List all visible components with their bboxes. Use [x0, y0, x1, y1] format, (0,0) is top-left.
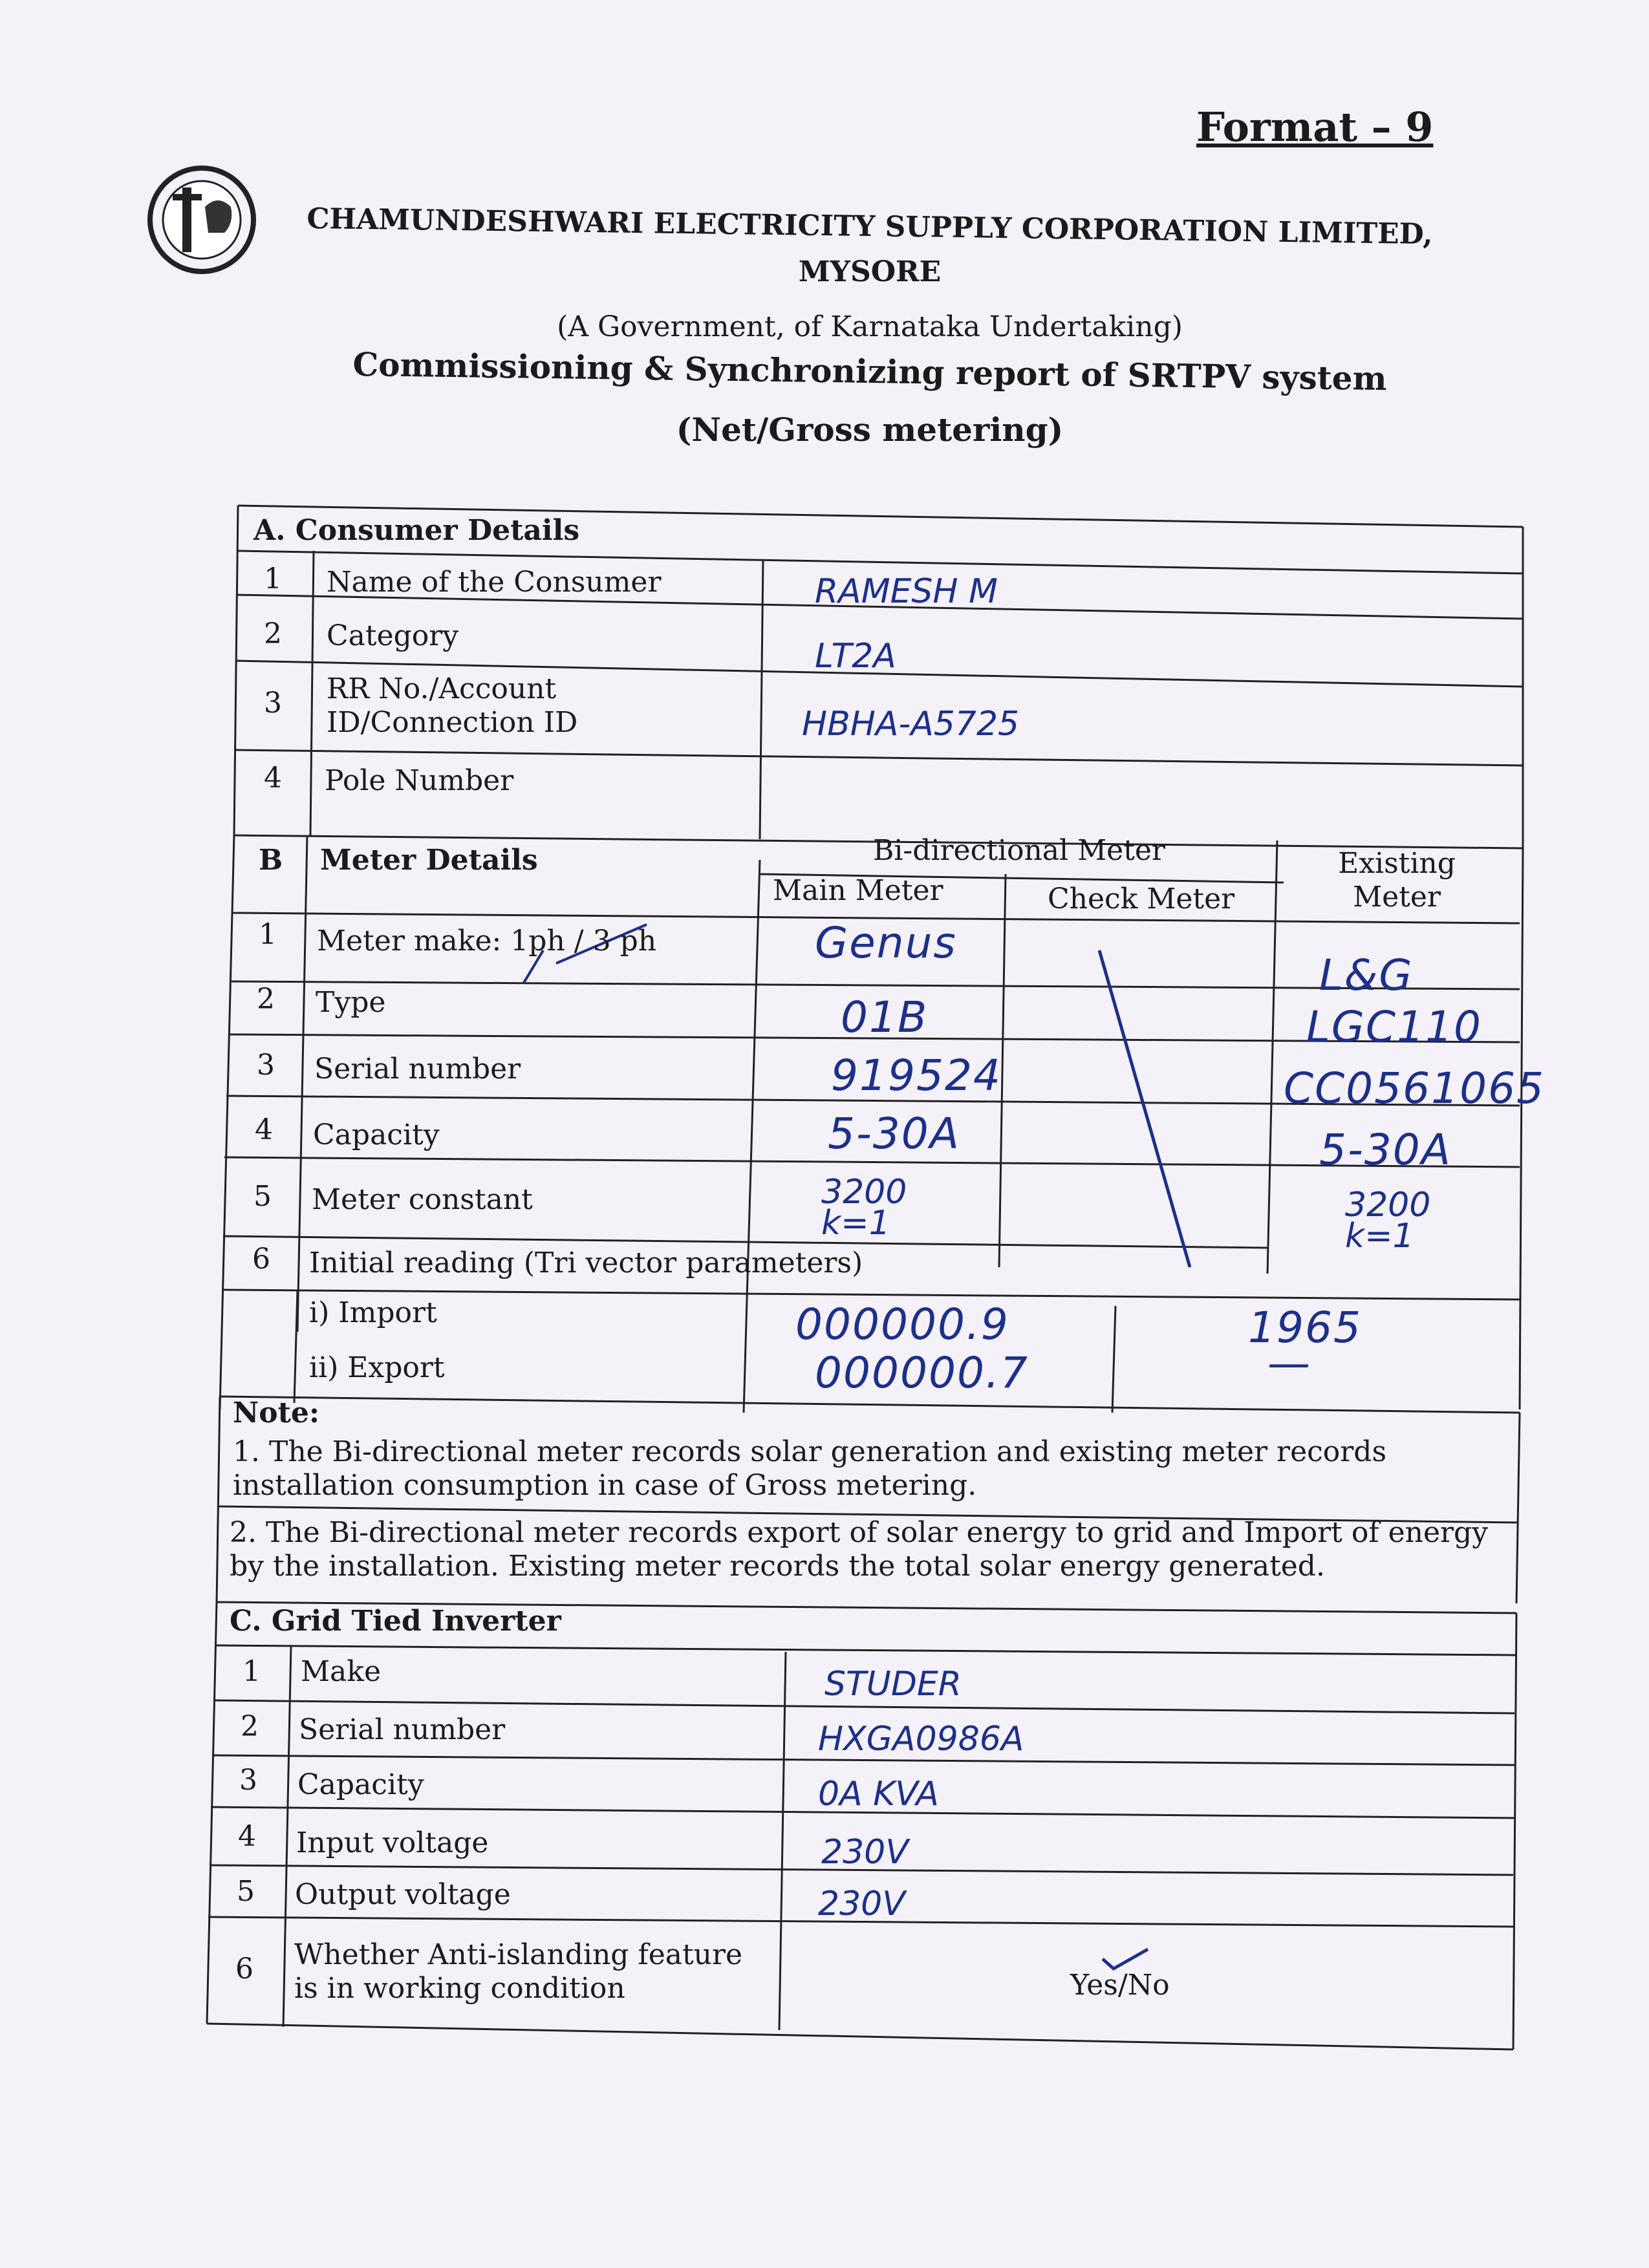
consumer-row-num: 3 — [264, 687, 282, 720]
main-meter-make-value: Genus — [815, 918, 957, 968]
note-1: 1. The Bi-directional meter records solar generation and existing meter records installation consumption in case of Gross metering. — [233, 1435, 1387, 1502]
consumer-row-num: 4 — [264, 762, 282, 795]
org-subtitle: (A Government, of Karnataka Undertaking) — [557, 310, 1183, 343]
meter-row-num: 3 — [257, 1049, 275, 1082]
anti-islanding-label: Whether Anti-islanding feature is in working condition — [294, 1938, 743, 2005]
category-label: Category — [327, 619, 459, 652]
inverter-row-num: 2 — [241, 1710, 259, 1743]
existing-meter-serial-value: CC0561065 — [1284, 1064, 1546, 1113]
inverter-capacity-label: Capacity — [297, 1768, 424, 1801]
main-meter-header: Main Meter — [773, 874, 943, 907]
meter-serial-label: Serial number — [314, 1053, 521, 1086]
meter-row-num: 2 — [257, 983, 275, 1016]
existing-meter-type-value: LGC110 — [1306, 1002, 1482, 1052]
consumer-row-num: 2 — [264, 617, 282, 650]
anti-islanding-value: Yes/No — [1070, 1969, 1170, 2002]
import-existing-value: 1965 — [1248, 1303, 1362, 1353]
existing-meter-constant-value: 3200 k=1 — [1345, 1186, 1431, 1256]
note-2: 2. The Bi-directional meter records export of solar energy to grid and Import of energy by the installation. Existing meter records the total solar energy generated. — [230, 1516, 1489, 1583]
main-meter-constant-value: 3200 k=1 — [821, 1173, 907, 1243]
org-name-line1: CHAMUNDESHWARI ELECTRICITY SUPPLY CORPORATION LIMITED, — [307, 202, 1433, 251]
output-voltage-value: 230V — [818, 1885, 905, 1923]
meter-type-label: Type — [316, 986, 386, 1019]
meter-make-label: Meter make: 1ph / 3 ph — [317, 925, 657, 957]
check-meter-header: Check Meter — [1048, 883, 1235, 915]
inverter-make-value: STUDER — [824, 1665, 962, 1704]
existing-meter-make-value: L&G — [1319, 950, 1414, 1000]
inverter-row-num: 1 — [242, 1655, 261, 1688]
existing-meter-capacity-value: 5-30A — [1319, 1125, 1452, 1175]
main-meter-capacity-value: 5-30A — [828, 1109, 960, 1159]
export-label: ii) Export — [309, 1351, 445, 1384]
main-meter-serial-value: 919524 — [831, 1051, 1002, 1100]
inverter-row-num: 4 — [238, 1820, 256, 1853]
section-b-letter: B — [259, 844, 283, 877]
section-c-title: C. Grid Tied Inverter — [230, 1605, 561, 1638]
consumer-row-num: 1 — [264, 562, 282, 595]
report-subtitle: (Net/Gross metering) — [676, 411, 1064, 449]
inverter-make-label: Make — [301, 1655, 381, 1688]
note-title: Note: — [233, 1396, 320, 1429]
inverter-row-num: 6 — [235, 1952, 253, 1985]
export-main-value: 000000.7 — [815, 1348, 1029, 1398]
export-existing-value: — — [1267, 1338, 1311, 1388]
report-title: Commissioning & Synchronizing report of SRTPV system — [352, 345, 1387, 398]
pole-number-label: Pole Number — [325, 764, 514, 797]
meter-row-num: 1 — [259, 918, 277, 951]
consumer-name-label: Name of the Consumer — [327, 566, 662, 599]
consumer-name-value: RAMESH M — [815, 572, 998, 611]
meter-row-num: 6 — [252, 1243, 270, 1276]
input-voltage-value: 230V — [821, 1833, 909, 1872]
inverter-row-num: 5 — [237, 1875, 255, 1908]
existing-meter-header: Existing Meter — [1338, 847, 1456, 914]
check-mark-icon — [1099, 1946, 1151, 1972]
meter-row-num: 5 — [253, 1180, 272, 1213]
input-voltage-label: Input voltage — [296, 1826, 489, 1859]
initial-reading-label: Initial reading (Tri vector parameters) — [309, 1246, 863, 1279]
inverter-capacity-value: 0A KVA — [818, 1775, 939, 1813]
meter-row-num: 4 — [255, 1113, 273, 1146]
meter-constant-label: Meter constant — [312, 1183, 533, 1216]
format-label: Format – 9 — [1196, 103, 1434, 151]
rr-number-value: HBHA-A5725 — [802, 705, 1020, 744]
category-value: LT2A — [815, 637, 896, 676]
import-label: i) Import — [309, 1296, 437, 1329]
inverter-serial-value: HXGA0986A — [818, 1720, 1024, 1759]
rr-number-label: RR No./Account ID/Connection ID — [327, 672, 578, 739]
import-main-value: 000000.9 — [795, 1300, 1009, 1349]
bidirectional-meter-header: Bi-directional Meter — [873, 834, 1165, 867]
section-b-title: Meter Details — [320, 844, 538, 877]
section-a-title: A. Consumer Details — [253, 514, 580, 547]
inverter-row-num: 3 — [239, 1764, 257, 1797]
main-meter-type-value: 01B — [841, 992, 929, 1042]
meter-capacity-label: Capacity — [313, 1118, 440, 1151]
inverter-serial-label: Serial number — [299, 1713, 506, 1746]
output-voltage-label: Output voltage — [295, 1878, 511, 1911]
org-name-line2: MYSORE — [798, 255, 942, 288]
